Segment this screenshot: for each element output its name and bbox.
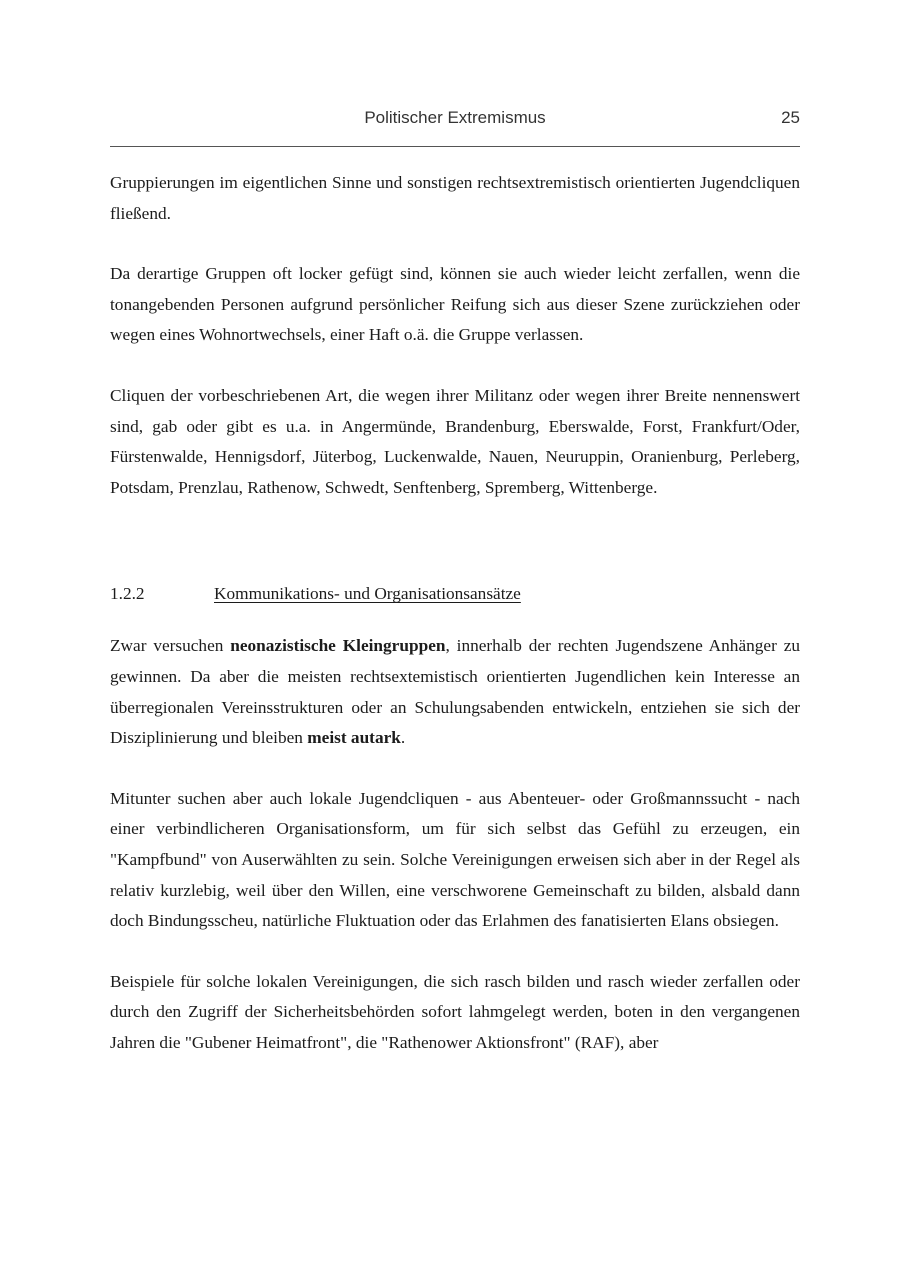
paragraph-3: Cliquen der vorbeschriebenen Art, die wegen ihrer Militanz oder wegen ihrer Breite nennenswert sind, gab oder gibt es u.a. in Angermünde, Brandenburg, Eberswalde, Forst, Frankfurt/Oder, Fürstenwalde, Hennigsdorf, Jüterbog, Luckenwalde, Nauen, Neuruppin, Oranienburg, Perleberg, Potsdam, Prenzlau, Rathenow, Schwedt, Senftenberg, Spremberg, Wittenberge. <box>110 385 800 497</box>
bold-term-neonazi-groups: neonazistische Kleingruppen <box>230 636 446 656</box>
paragraph-4-text-b: , innerhalb der rechten Jugendszene Anhänger zu gewinnen. Da aber die meisten rechtsextemistisch orientierten Jugendlichen kein Interesse an überregionalen Vereinsstrukturen oder an Schulungsabenden entwickeln, entziehen sie sich der Disziplinierung und bleiben <box>110 636 801 748</box>
paragraph-1: Gruppierungen im eigentlichen Sinne und sonstigen rechtsextremistisch orientierten Jugendcliquen fließend. <box>110 173 800 223</box>
section-number: 1.2.2 <box>110 584 145 604</box>
paragraph-6: Beispiele für solche lokalen Vereinigungen, die sich rasch bilden und rasch wieder zerfallen oder durch den Zugriff der Sicherheitsbehörden sofort lahmgelegt werden, boten in den vergangenen Jahren die "Gubener Heimatfront", die "Rathenower Aktionsfront" (RAF), aber <box>110 971 800 1052</box>
paragraph-4-text-a: Zwar versuchen <box>110 636 231 656</box>
paragraph-4 <box>110 631 800 753</box>
header-rule <box>110 146 800 147</box>
section-heading <box>110 579 800 609</box>
bold-term-autark: meist autark <box>307 728 401 748</box>
section-title: Kommunikations- und Organisationsansätze <box>214 584 521 604</box>
paragraph-5: Mitunter suchen aber auch lokale Jugendcliquen - aus Abenteuer- oder Großmannssucht - nach einer verbindlicheren Organisationsform, um für sich selbst das Gefühl zu erzeugen, ein "Kampfbund" von Auserwählten zu sein. Solche Vereinigungen erweisen sich aber in der Regel als relativ kurzlebig, weil über den Willen, eine verschworene Gemeinschaft zu bilden, alsbald dann doch Bindungsscheu, natürliche Fluktuation oder das Erlahmen des fanatisierten Elans obsiegen. <box>110 788 800 931</box>
running-title: Politischer Extremismus <box>364 108 546 127</box>
paragraph-4-text-c: . <box>400 728 406 748</box>
body-text <box>110 168 800 1058</box>
running-header <box>110 108 800 138</box>
paragraph-2: Da derartige Gruppen oft locker gefügt sind, können sie auch wieder leicht zerfallen, wenn die tonangebenden Personen aufgrund persönlicher Reifung sich aus dieser Szene zurückziehen oder wegen eines Wohnortwechsels, einer Haft o.ä. die Gruppe verlassen. <box>110 264 800 345</box>
page-number: 25 <box>781 108 800 127</box>
